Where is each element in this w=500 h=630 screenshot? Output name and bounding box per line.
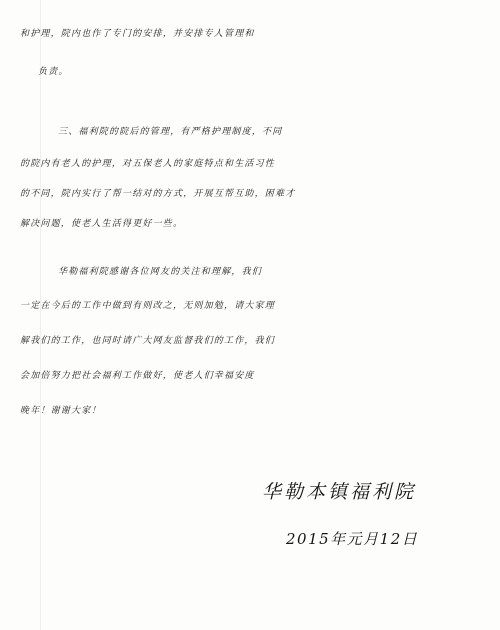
letter-line-1: 和护理，院内也作了专门的安排，并安排专人管理和 bbox=[20, 29, 255, 39]
letter-line-5: 的不同，院内实行了帮一结对的方式，开展互帮互助，困难才 bbox=[20, 189, 296, 199]
letter-line-2: 负责。 bbox=[38, 67, 69, 77]
letter-line-3: 三、福利院的院后的管理，有严格护理制度，不同 bbox=[58, 127, 283, 137]
letter-line-7: 华勒福利院感谢各位网友的关注和理解，我们 bbox=[58, 267, 263, 277]
letter-line-11: 晚年！谢谢大家！ bbox=[20, 406, 102, 416]
letter-line-6: 解决问题，使老人生活得更好一些。 bbox=[20, 219, 184, 229]
letter-line-10: 会加倍努力把社会福利工作做好，使老人们幸福安度 bbox=[20, 371, 255, 381]
signature-date: 2015年元月12日 bbox=[286, 530, 419, 548]
letter-line-4: 的院内有老人的护理，对五保老人的家庭特点和生活习性 bbox=[20, 159, 276, 169]
letter-line-8: 一定在今后的工作中做到有则改之，无则加勉，请大家理 bbox=[20, 301, 276, 311]
letter-line-9: 解我们的工作，也同时请广大网友监督我们的工作，我们 bbox=[20, 336, 276, 346]
signature-name: 华勒本镇福利院 bbox=[262, 481, 417, 503]
